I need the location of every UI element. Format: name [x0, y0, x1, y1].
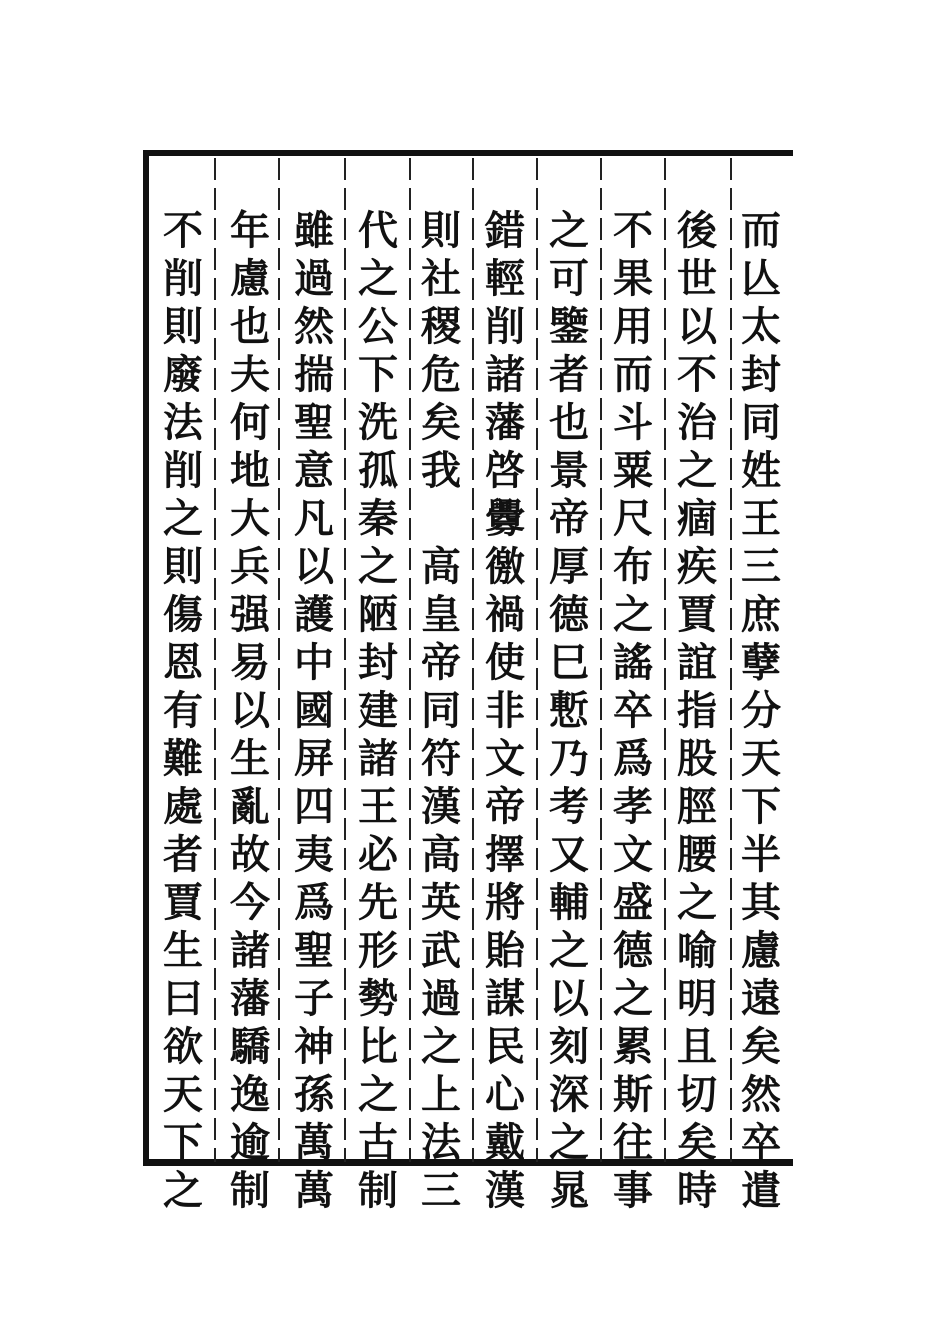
text-char: 兵 [230, 543, 270, 590]
text-char: 藩 [485, 399, 525, 446]
text-char: 生 [230, 735, 270, 782]
text-char: 下 [163, 1119, 203, 1166]
text-char: 意 [294, 447, 334, 494]
text-char: 制 [230, 1167, 270, 1214]
text-char: 貽 [485, 927, 525, 974]
text-char: 明 [677, 975, 717, 1022]
text-column-1 [728, 207, 794, 1215]
text-char: 上 [421, 1071, 461, 1118]
text-char: 今 [230, 879, 270, 926]
text-char: 其 [741, 879, 781, 926]
text-char: 過 [421, 975, 461, 1022]
text-char: 危 [421, 351, 461, 398]
text-char: 乃 [549, 735, 589, 782]
text-char: 稷 [421, 303, 461, 350]
text-char: 厚 [549, 543, 589, 590]
text-char: 鑒 [549, 303, 589, 350]
text-char: 洗 [358, 399, 398, 446]
text-char: 德 [613, 927, 653, 974]
text-char: 孫 [294, 1071, 334, 1118]
text-char: 可 [549, 255, 589, 302]
text-char: 生 [163, 927, 203, 974]
text-char: 之 [163, 1167, 203, 1214]
text-char: 慙 [549, 687, 589, 734]
text-char: 國 [294, 687, 334, 734]
text-char: 不 [163, 207, 203, 254]
text-char: 故 [230, 831, 270, 878]
text-char: 夷 [294, 831, 334, 878]
text-char: 中 [294, 639, 334, 686]
text-char: 以 [677, 303, 717, 350]
text-char: 姓 [741, 447, 781, 494]
text-char: 半 [741, 831, 781, 878]
text-char: 矣 [677, 1119, 717, 1166]
text-column-8 [281, 207, 347, 1215]
text-char: 削 [485, 303, 525, 350]
text-char: 天 [741, 735, 781, 782]
text-char: 戴 [485, 1119, 525, 1166]
text-char: 則 [421, 207, 461, 254]
text-char: 帝 [421, 639, 461, 686]
text-char: 欲 [163, 1023, 203, 1070]
text-char: 高 [421, 831, 461, 878]
text-char: 高 [421, 543, 461, 590]
text-char: 易 [230, 639, 270, 686]
text-char: 慮 [230, 255, 270, 302]
text-char: 遠 [741, 975, 781, 1022]
text-char: 輕 [485, 255, 525, 302]
text-char: 之 [549, 1119, 589, 1166]
text-char: 封 [741, 351, 781, 398]
text-char: 時 [677, 1167, 717, 1214]
text-char: 啓 [485, 447, 525, 494]
text-char: 之 [358, 1071, 398, 1118]
text-char: 傷 [163, 591, 203, 638]
text-char: 之 [358, 255, 398, 302]
text-char: 帝 [549, 495, 589, 542]
text-char: 疾 [677, 543, 717, 590]
text-char: 世 [677, 255, 717, 302]
text-char: 爲 [294, 879, 334, 926]
text-char: 斯 [613, 1071, 653, 1118]
text-char: 斗 [613, 399, 653, 446]
text-char: 喻 [677, 927, 717, 974]
text-char: 凡 [294, 495, 334, 542]
text-char: 護 [294, 591, 334, 638]
text-char: 屏 [294, 735, 334, 782]
text-char: 聖 [294, 927, 334, 974]
text-char: 心 [485, 1071, 525, 1118]
text-char: 何 [230, 399, 270, 446]
text-char: 社 [421, 255, 461, 302]
text-char: 恩 [163, 639, 203, 686]
text-char: 神 [294, 1023, 334, 1070]
text-char: 孤 [358, 447, 398, 494]
text-char: 慮 [741, 927, 781, 974]
text-char: 必 [358, 831, 398, 878]
text-char: 然 [741, 1071, 781, 1118]
text-char: 以 [230, 687, 270, 734]
text-char: 禍 [485, 591, 525, 638]
text-char: 大 [230, 495, 270, 542]
text-column-9 [217, 207, 283, 1215]
text-char: 矣 [741, 1023, 781, 1070]
text-char: 不 [613, 207, 653, 254]
text-char: 遣 [741, 1167, 781, 1214]
text-char: 者 [163, 831, 203, 878]
text-char: 下 [358, 351, 398, 398]
text-char: 王 [358, 783, 398, 830]
text-char: 强 [230, 591, 270, 638]
text-char: 比 [358, 1023, 398, 1070]
text-column-5 [472, 207, 538, 1215]
text-char: 削 [163, 447, 203, 494]
text-char: 後 [677, 207, 717, 254]
text-char: 符 [421, 735, 461, 782]
text-char: 文 [485, 735, 525, 782]
text-char: 而 [741, 207, 781, 254]
text-char: 三 [741, 543, 781, 590]
text-char: 非 [485, 687, 525, 734]
text-char: 用 [613, 303, 653, 350]
text-char: 下 [741, 783, 781, 830]
text-char: 難 [163, 735, 203, 782]
text-column-2 [664, 207, 730, 1215]
text-char: 治 [677, 399, 717, 446]
text-char: 秦 [358, 495, 398, 542]
text-char: 形 [358, 927, 398, 974]
text-char: 古 [358, 1119, 398, 1166]
text-char: 則 [163, 543, 203, 590]
text-char: 錯 [485, 207, 525, 254]
text-char: 藩 [230, 975, 270, 1022]
text-char: 往 [613, 1119, 653, 1166]
text-column-7 [345, 207, 411, 1215]
text-char: 德 [549, 591, 589, 638]
text-char: 陋 [358, 591, 398, 638]
text-char: 法 [163, 399, 203, 446]
text-char: 諸 [230, 927, 270, 974]
text-char: 揣 [294, 351, 334, 398]
text-char: 賈 [677, 591, 717, 638]
text-char: 布 [613, 543, 653, 590]
text-char: 封 [358, 639, 398, 686]
text-char: 庶 [741, 591, 781, 638]
text-char: 謀 [485, 975, 525, 1022]
text-char: 釁 [485, 495, 525, 542]
text-char: 切 [677, 1071, 717, 1118]
text-char: 卒 [741, 1119, 781, 1166]
text-char: 諸 [358, 735, 398, 782]
text-char: 矣 [421, 399, 461, 446]
text-char: 亂 [230, 783, 270, 830]
text-char: 賈 [163, 879, 203, 926]
text-char: 果 [613, 255, 653, 302]
text-column-4 [536, 207, 602, 1215]
text-char: 亾 [741, 255, 781, 302]
text-char [408, 495, 474, 543]
text-char: 制 [358, 1167, 398, 1214]
text-char: 擇 [485, 831, 525, 878]
text-char: 處 [163, 783, 203, 830]
text-char: 夫 [230, 351, 270, 398]
text-char: 勢 [358, 975, 398, 1022]
text-char: 之 [549, 927, 589, 974]
text-char: 則 [163, 303, 203, 350]
text-char: 痼 [677, 495, 717, 542]
text-char: 謠 [613, 639, 653, 686]
text-char: 有 [163, 687, 203, 734]
text-char: 之 [613, 591, 653, 638]
text-char: 代 [358, 207, 398, 254]
text-char: 公 [358, 303, 398, 350]
text-char: 使 [485, 639, 525, 686]
text-char: 累 [613, 1023, 653, 1070]
text-char: 事 [613, 1167, 653, 1214]
text-char: 四 [294, 783, 334, 830]
text-char: 也 [230, 303, 270, 350]
text-char: 孝 [613, 783, 653, 830]
text-char: 我 [421, 447, 461, 494]
text-char: 者 [549, 351, 589, 398]
text-char: 削 [163, 255, 203, 302]
text-column-10 [150, 207, 216, 1215]
text-char: 文 [613, 831, 653, 878]
text-char: 萬 [294, 1119, 334, 1166]
text-char: 同 [421, 687, 461, 734]
text-char: 股 [677, 735, 717, 782]
text-char: 粟 [613, 447, 653, 494]
text-char: 徼 [485, 543, 525, 590]
text-char: 先 [358, 879, 398, 926]
text-char: 以 [549, 975, 589, 1022]
text-char: 年 [230, 207, 270, 254]
text-char: 深 [549, 1071, 589, 1118]
text-char: 逸 [230, 1071, 270, 1118]
text-char: 孽 [741, 639, 781, 686]
text-char: 刻 [549, 1023, 589, 1070]
text-char: 逾 [230, 1119, 270, 1166]
text-char: 之 [677, 447, 717, 494]
text-char: 卒 [613, 687, 653, 734]
text-char: 萬 [294, 1167, 334, 1214]
text-char: 太 [741, 303, 781, 350]
text-char: 皇 [421, 591, 461, 638]
text-char: 考 [549, 783, 589, 830]
text-char: 巳 [549, 639, 589, 686]
text-char: 同 [741, 399, 781, 446]
text-char: 腰 [677, 831, 717, 878]
text-char: 漢 [485, 1167, 525, 1214]
text-column-6 [408, 207, 474, 1215]
text-char: 之 [549, 207, 589, 254]
text-char: 武 [421, 927, 461, 974]
text-char: 以 [294, 543, 334, 590]
text-char: 民 [485, 1023, 525, 1070]
text-char: 之 [613, 975, 653, 1022]
text-char: 帝 [485, 783, 525, 830]
text-char: 地 [230, 447, 270, 494]
text-char: 爲 [613, 735, 653, 782]
text-char: 盛 [613, 879, 653, 926]
text-char: 之 [163, 495, 203, 542]
text-char: 諸 [485, 351, 525, 398]
text-char: 指 [677, 687, 717, 734]
text-char: 之 [421, 1023, 461, 1070]
text-char: 晁 [549, 1167, 589, 1214]
text-char: 然 [294, 303, 334, 350]
text-column-3 [600, 207, 666, 1215]
text-char: 法 [421, 1119, 461, 1166]
text-char: 曰 [163, 975, 203, 1022]
text-char: 景 [549, 447, 589, 494]
text-char: 王 [741, 495, 781, 542]
text-char: 脛 [677, 783, 717, 830]
text-char: 驕 [230, 1023, 270, 1070]
text-char: 漢 [421, 783, 461, 830]
text-char: 又 [549, 831, 589, 878]
text-char: 分 [741, 687, 781, 734]
text-char: 雖 [294, 207, 334, 254]
text-char: 之 [358, 543, 398, 590]
text-char: 誼 [677, 639, 717, 686]
text-char: 也 [549, 399, 589, 446]
text-char: 將 [485, 879, 525, 926]
text-char: 尺 [613, 495, 653, 542]
text-char: 不 [677, 351, 717, 398]
text-char: 英 [421, 879, 461, 926]
text-char: 輔 [549, 879, 589, 926]
text-char: 而 [613, 351, 653, 398]
text-char: 過 [294, 255, 334, 302]
text-char: 聖 [294, 399, 334, 446]
text-char: 三 [421, 1167, 461, 1214]
text-char: 且 [677, 1023, 717, 1070]
text-char: 之 [677, 879, 717, 926]
text-char: 建 [358, 687, 398, 734]
text-char: 子 [294, 975, 334, 1022]
text-char: 天 [163, 1071, 203, 1118]
text-char: 廢 [163, 351, 203, 398]
